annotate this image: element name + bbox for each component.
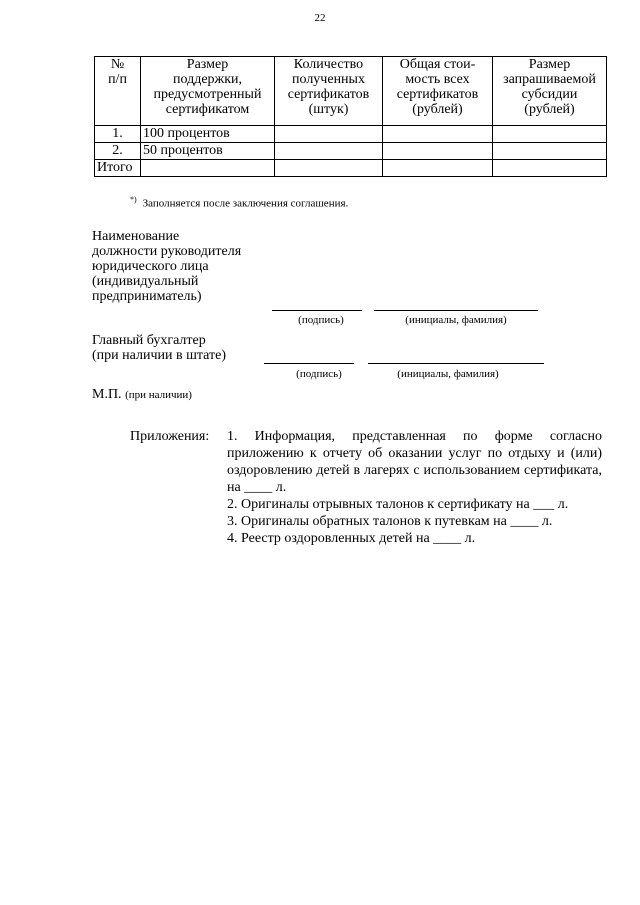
header-line: сертификатом [165, 102, 250, 117]
table-row [95, 143, 607, 160]
table-cell [275, 160, 383, 177]
table-cell [275, 143, 383, 160]
header-cell-number [95, 57, 141, 126]
table-cell [141, 160, 275, 177]
accountant-signature-caption: (подпись) [296, 368, 342, 380]
header-line: сертификатов [396, 87, 479, 102]
head-signature-caption: (подпись) [298, 314, 344, 326]
table-cell [383, 126, 493, 143]
footnote [130, 195, 348, 210]
header-line: мость всех [405, 72, 470, 87]
table-cell: 1. [95, 126, 141, 143]
page-number: 22 [314, 12, 326, 24]
header-line: п/п [108, 72, 127, 87]
label-line: предприниматель) [92, 289, 202, 304]
appendix-item: 4. Реестр оздоровленных детей на ____ л. [227, 531, 476, 546]
appendix-item: 3. Оригиналы обратных талонов к путевкам на ____ л. [227, 514, 553, 529]
header-line: (рублей) [524, 102, 575, 117]
table-cell: 2. [95, 143, 141, 160]
header-line: (штук) [308, 102, 349, 117]
accountant-name-line[interactable] [368, 363, 544, 364]
accountant-label [92, 333, 226, 363]
head-name-line[interactable] [374, 310, 538, 311]
head-name-caption: (инициалы, фамилия) [405, 314, 507, 326]
appendix-item: 2. Оригиналы отрывных талонов к сертификату на ___ л. [227, 497, 569, 512]
table-cell [383, 160, 493, 177]
header-line: Размер [528, 57, 571, 72]
accountant-name-caption: (инициалы, фамилия) [397, 368, 499, 380]
table-cell [493, 143, 607, 160]
header-line: предусмотренный [153, 87, 262, 102]
header-line: Общая стои- [399, 57, 476, 72]
header-line: полученных [292, 72, 365, 87]
header-line: субсидии [521, 87, 578, 102]
header-cell-subsidy-size [493, 57, 607, 126]
header-line: Количество [293, 57, 364, 72]
label-line: должности руководителя [92, 244, 242, 259]
table-cell [493, 126, 607, 143]
table-cell: Итого [95, 160, 141, 177]
footnote-text: Заполняется после заключения соглашения. [142, 197, 349, 210]
table-cell [383, 143, 493, 160]
accountant-signature-line[interactable] [264, 363, 354, 364]
label-line: Наименование [92, 229, 180, 244]
label-line: (индивидуальный [92, 274, 199, 289]
stamp-note: (при наличии) [125, 389, 192, 401]
stamp-label: М.П. [92, 387, 122, 402]
head-position-label [92, 229, 241, 304]
header-line: запрашиваемой [503, 72, 596, 87]
table-header-row [95, 57, 607, 126]
header-line: (рублей) [412, 102, 463, 117]
table-cell: 50 процентов [141, 143, 275, 160]
table-row [95, 126, 607, 143]
table-cell [275, 126, 383, 143]
label-line: юридического лица [92, 259, 209, 274]
header-cell-total-cost [383, 57, 493, 126]
stamp-place [92, 387, 192, 403]
label-line: Главный бухгалтер [92, 333, 206, 348]
label-line: (при наличии в штате) [92, 348, 227, 363]
appendix-label: Приложения: [130, 429, 210, 444]
header-line: № [110, 57, 125, 72]
footnote-mark: *) [130, 195, 137, 204]
header-line: поддержки, [172, 72, 242, 87]
head-signature-line[interactable] [272, 310, 362, 311]
certificate-table [94, 56, 607, 177]
table-cell [493, 160, 607, 177]
table-cell: 100 процентов [141, 126, 275, 143]
header-cell-support-size [141, 57, 275, 126]
header-line: Размер [186, 57, 229, 72]
appendix-list [227, 428, 602, 547]
header-line: сертификатов [287, 87, 370, 102]
header-cell-certificate-count [275, 57, 383, 126]
appendix-item: 1. Информация, представленная по форме согласно приложению к отчету об оказании услуг по отдыху и (или) оздоровлению детей в лагерях с использованием сертификата, на ____ л. [227, 429, 602, 495]
table-row-total [95, 160, 607, 177]
